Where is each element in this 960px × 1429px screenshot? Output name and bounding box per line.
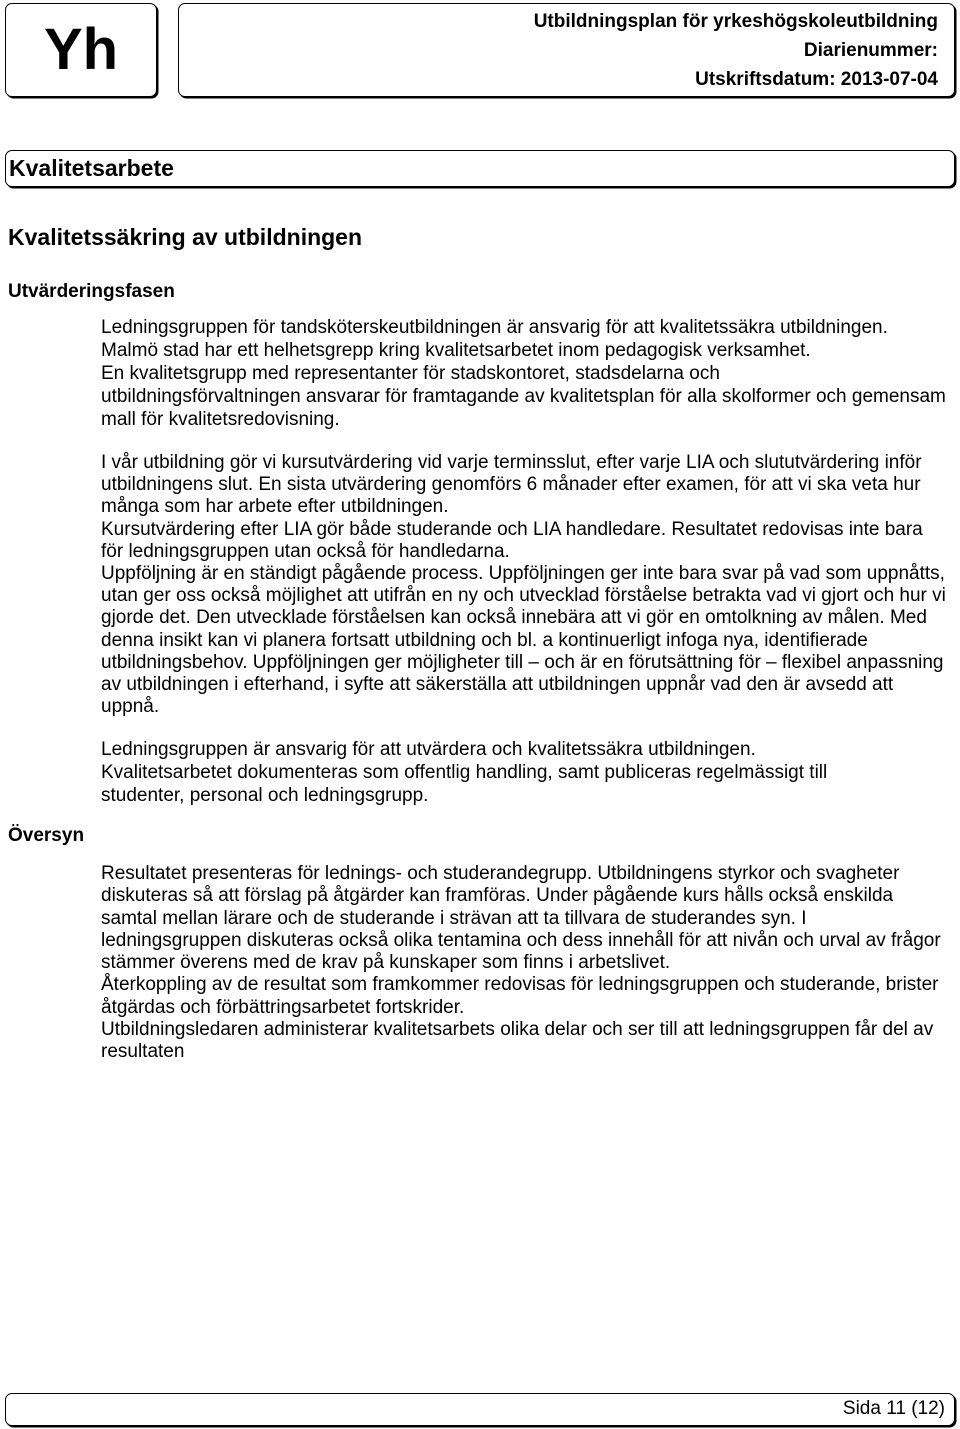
paragraph-line: Ledningsgruppen för tandsköterskeutbildningen är ansvarig för att kvalitetssäkra utbildningen. bbox=[101, 317, 888, 338]
paragraph-line: Återkoppling av de resultat som framkommer redovisas för ledningsgruppen och studerande, brister bbox=[101, 974, 939, 996]
paragraph-line: Uppföljning är en ständigt pågående process. Uppföljningen ger inte bara svar på vad som uppnåtts, bbox=[101, 563, 945, 585]
print-date: Utskriftsdatum: 2013-07-04 bbox=[695, 69, 938, 90]
paragraph-line: mall för kvalitetsredovisning. bbox=[101, 409, 340, 430]
paragraph-line: diskuteras så att förslag på åtgärder kan framföras. Under pågående kurs hålls också enskilda bbox=[101, 885, 894, 907]
paragraph-line: för ledningsgruppen utan också för handledarna. bbox=[101, 540, 510, 562]
paragraph-line: många som har arbete efter utbildningen. bbox=[101, 496, 449, 518]
paragraph-line: utbildningsbehov. Uppföljningen ger möjligheter till – och är en förutsättning för – flexibel anpassning bbox=[101, 651, 944, 673]
paragraph-line: stämmer överens med de krav på kunskaper som finns i arbetslivet. bbox=[101, 952, 671, 973]
paragraph-line: denna insikt kan vi planera fortsatt utbildning och bl. a kontinuerligt infoga nya, identifierade bbox=[101, 629, 868, 651]
paragraph-line: av utbildningen i efterhand, i syfte att säkerställa att utbildningen uppnår vad den är avsedd att bbox=[101, 674, 894, 696]
document-title: Utbildningsplan för yrkeshögskoleutbildning bbox=[533, 11, 938, 32]
evaluation-paragraph-3 bbox=[101, 738, 827, 807]
logo-text: Yh bbox=[43, 17, 119, 82]
review-heading: Översyn bbox=[8, 825, 85, 846]
paragraph-line: gjorde det. Den utvecklade förståelsen kan också innebära att vi gör en omtolkning av målen. Med bbox=[101, 607, 927, 629]
paragraph-line: Kursutvärdering efter LIA gör både studerande och LIA handledare. Resultatet redovisas inte bara bbox=[101, 518, 923, 540]
paragraph-line: studenter, personal och ledningsgrupp. bbox=[101, 785, 429, 806]
evaluation-paragraph-2 bbox=[101, 452, 946, 718]
paragraph-line: resultaten bbox=[101, 1041, 185, 1062]
footer-box bbox=[5, 1393, 955, 1426]
page-heading: Kvalitetssäkring av utbildningen bbox=[8, 224, 363, 250]
paragraph-line: utbildningsförvaltningen ansvarar för framtagande av kvalitetsplan för alla skolformer och gemensam bbox=[101, 386, 946, 407]
section-header-box bbox=[5, 150, 955, 187]
paragraph-line: uppnå. bbox=[101, 696, 160, 718]
paragraph-line: utbildningens slut. En sista utvärdering genomförs 6 månader efter examen, för att vi ska veta hur bbox=[101, 474, 921, 496]
paragraph-line: utan ger oss också möjlighet att utifrån en ny och utvecklad förståelse betrakta vad vi gjort och hur vi bbox=[101, 585, 946, 607]
evaluation-phase-heading: Utvärderingsfasen bbox=[8, 281, 175, 302]
registration-number-label: Diarienummer: bbox=[803, 40, 938, 61]
paragraph-line: Malmö stad har ett helhetsgrepp kring kvalitetsarbetet inom pedagogisk verksamhet. bbox=[101, 340, 811, 361]
evaluation-paragraph-1 bbox=[101, 316, 946, 431]
paragraph-line: Kvalitetsarbetet dokumenteras som offentlig handling, samt publiceras regelmässigt till bbox=[101, 762, 828, 783]
page-number: Sida 11 (12) bbox=[842, 1398, 945, 1419]
paragraph-line: samtal mellan lärare och de studerande i strävan att ta tillvara de studerandes syn. I bbox=[101, 907, 807, 929]
paragraph-line: ledningsgruppen diskuteras också olika tentamina och dess innehåll för att nivån och urval av frågor bbox=[101, 929, 941, 951]
paragraph-line: Utbildningsledaren administerar kvalitetsarbets olika delar och ser till att ledningsgruppen får del av bbox=[101, 1018, 934, 1040]
document-info-box bbox=[178, 3, 955, 97]
logo-box bbox=[5, 3, 157, 97]
paragraph-line: Resultatet presenteras för lednings- och studerandegrupp. Utbildningens styrkor och svagheter bbox=[101, 863, 900, 884]
paragraph-line: En kvalitetsgrupp med representanter för stadskontoret, stadsdelarna och bbox=[101, 363, 720, 384]
review-paragraph bbox=[101, 863, 941, 1063]
paragraph-line: Ledningsgruppen är ansvarig för att utvärdera och kvalitetssäkra utbildningen. bbox=[101, 739, 756, 760]
paragraph-line: åtgärdas och förbättringsarbetet fortskrider. bbox=[101, 996, 465, 1018]
paragraph-line: I vår utbildning gör vi kursutvärdering vid varje terminsslut, efter varje LIA och slututvärdering inför bbox=[101, 452, 922, 473]
section-title: Kvalitetsarbete bbox=[9, 155, 174, 181]
